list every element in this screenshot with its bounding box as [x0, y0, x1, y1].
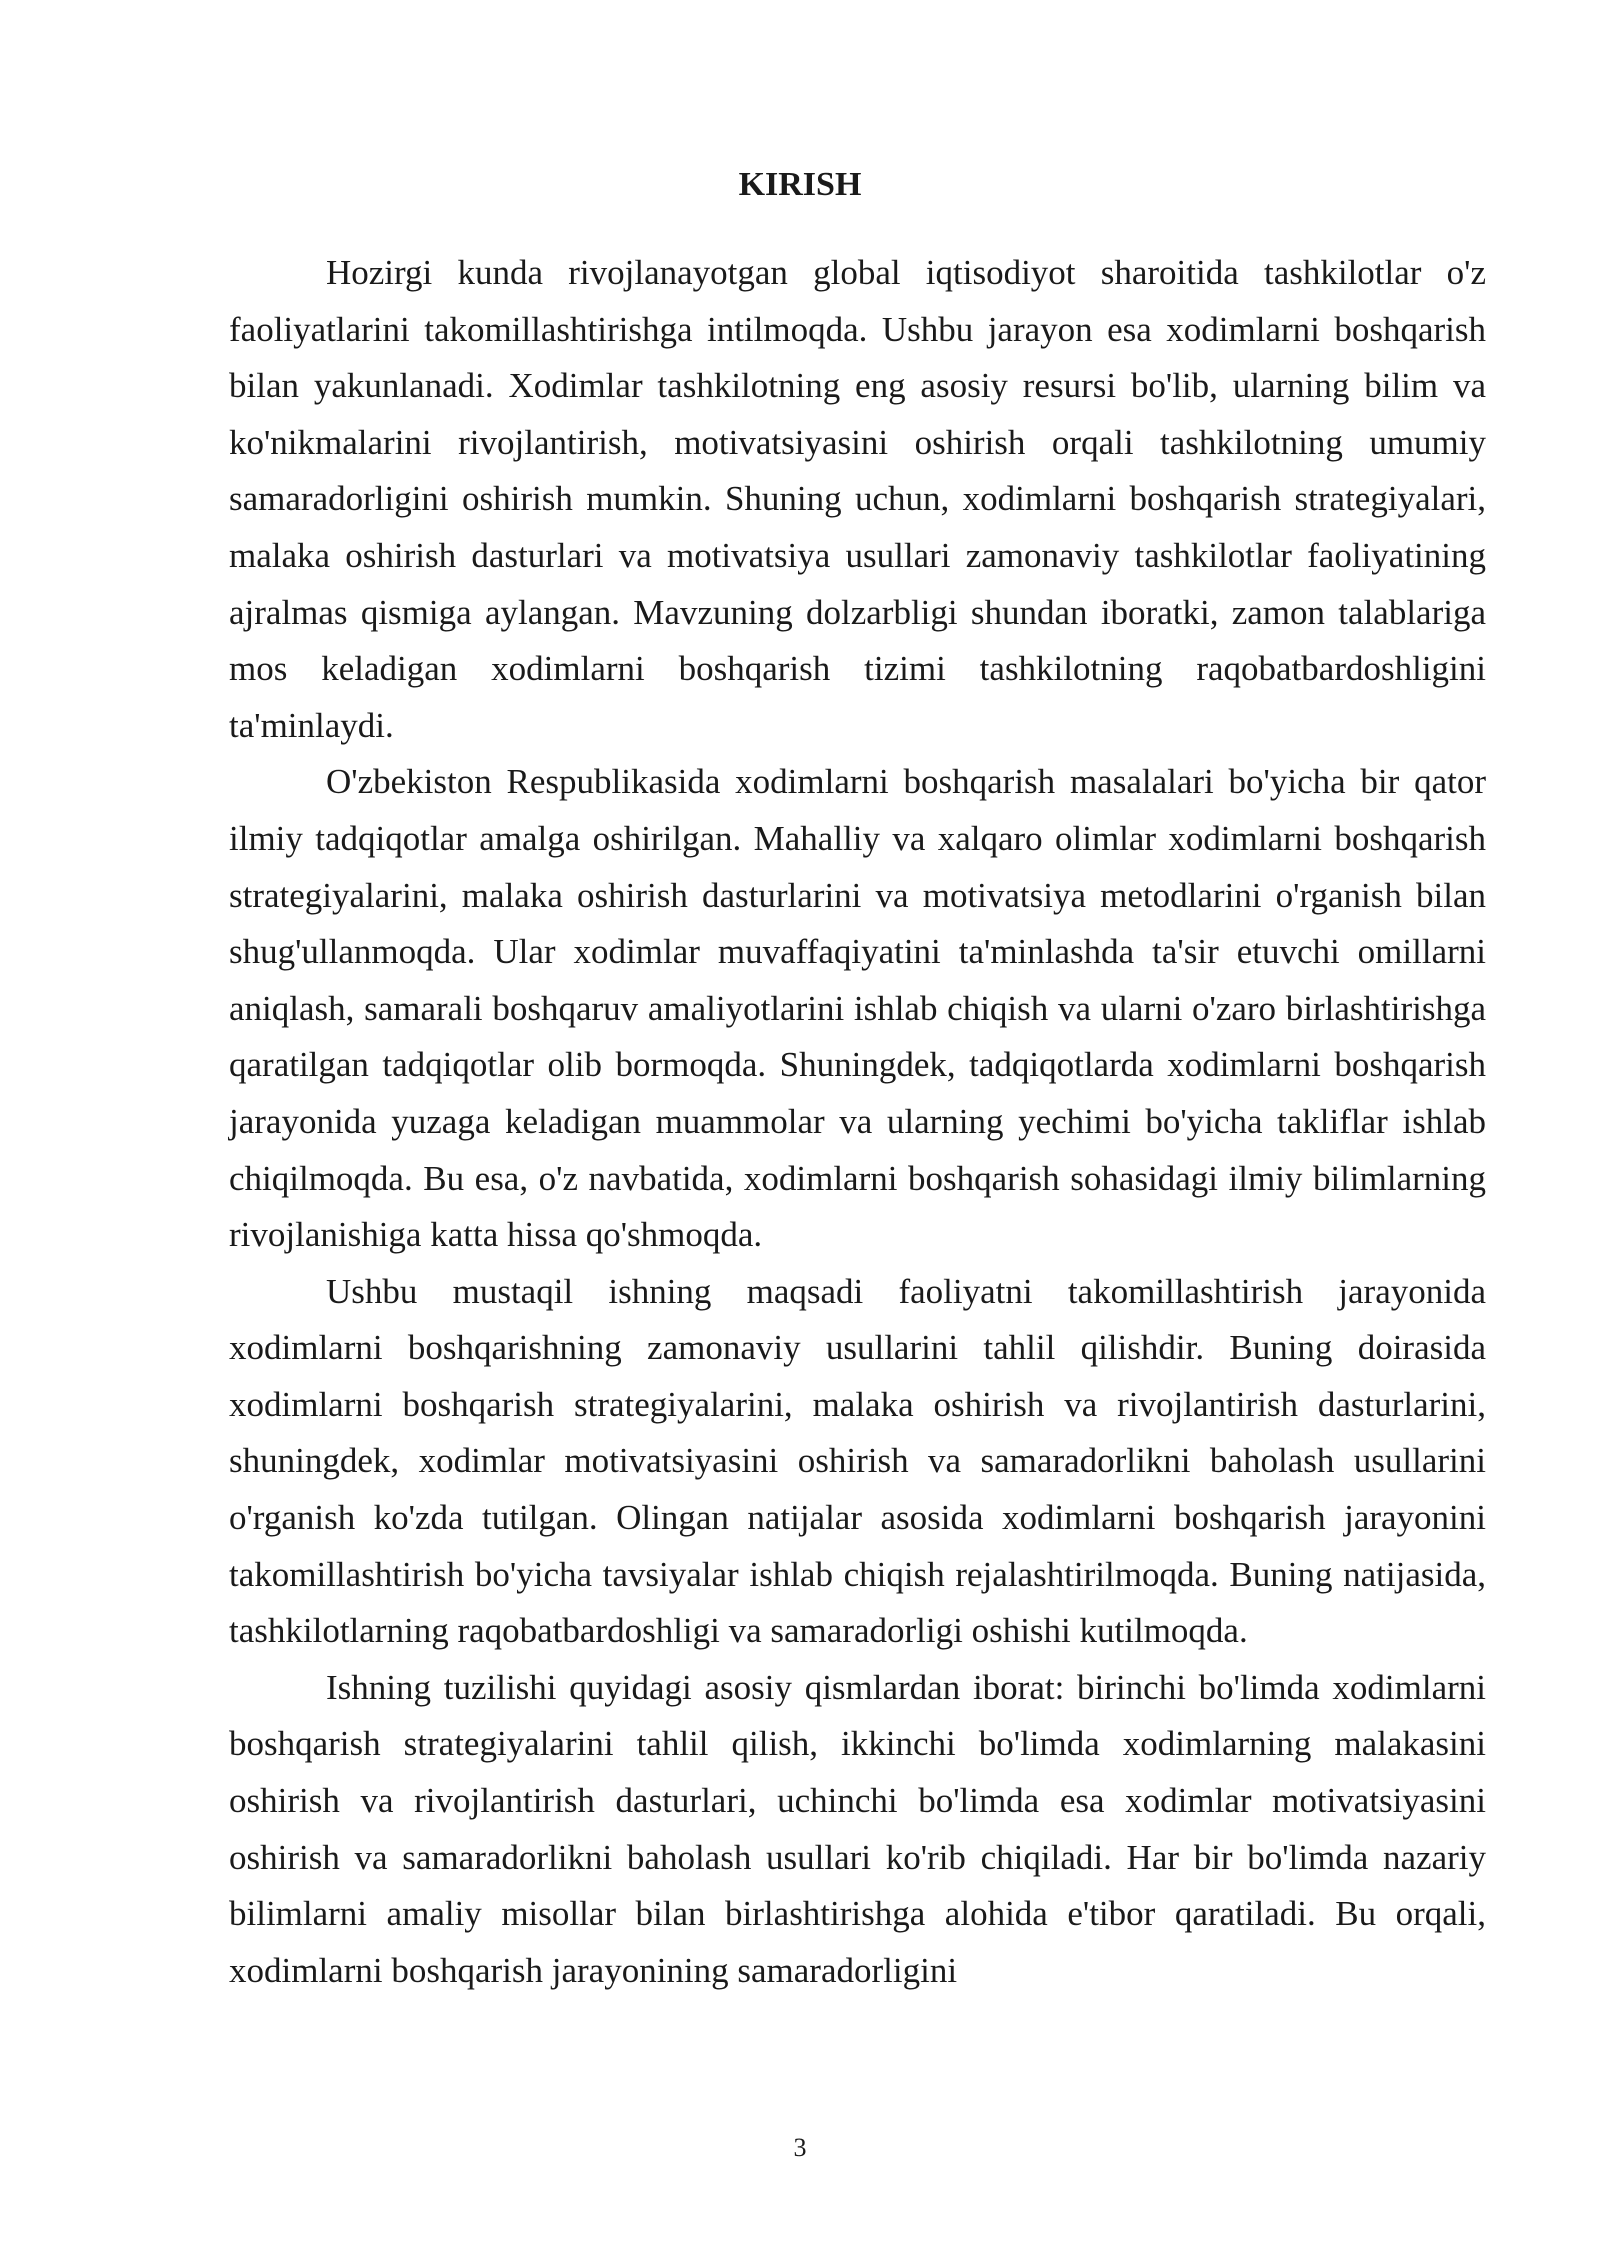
page-number: 3: [793, 2133, 807, 2162]
paragraph-1: Hozirgi kunda rivojlanayotgan global iqtisodiyot sharoitida tashkilotlar o'z faoliyatlarini takomillashtirishga intilmoqda. Ushbu jarayon esa xodimlarni boshqarish bilan yakunlanadi. Xodimlar tashkilotning eng asosiy resursi bo'lib, ularning bilim va ko'nikmalarini rivojlantirish, motivatsiyasini oshirish orqali tashkilotning umumiy samaradorligini oshirish mumkin. Shuning uchun, xodimlarni boshqarish strategiyalari, malaka oshirish dasturlari va motivatsiya usullari zamonaviy tashkilotlar faoliyatining ajralmas qismiga aylangan. Mavzuning dolzarbligi shundan iboratki, zamon talablariga mos keladigan xodimlarni boshqarish tizimi tashkilotning raqobatbardoshligini ta'minlaydi.: [229, 253, 1486, 745]
paragraph-3: Ushbu mustaqil ishning maqsadi faoliyatni takomillashtirish jarayonida xodimlarni boshqarishning zamonaviy usullarini tahlil qilishdir. Buning doirasida xodimlarni boshqarish strategiyalarini, malaka oshirish va rivojlantirish dasturlarini, shuningdek, xodimlar motivatsiyasini oshirish va samaradorlikni baholash usullarini o'rganish ko'zda tutilgan. Olingan natijalar asosida xodimlarni boshqarish jarayonini takomillashtirish bo'yicha tavsiyalar ishlab chiqish rejalashtirilmoqda. Buning natijasida, tashkilotlarning raqobatbardoshligi va samaradorligi oshishi kutilmoqda.: [229, 1271, 1486, 1651]
paragraph-4: Ishning tuzilishi quyidagi asosiy qismlardan iborat: birinchi bo'limda xodimlarni boshqarish strategiyalarini tahlil qilish, ikkinchi bo'limda xodimlarning malakasini oshirish va rivojlantirish dasturlari, uchinchi bo'limda esa xodimlar motivatsiyasini oshirish va samaradorlikni baholash usullari ko'rib chiqiladi. Har bir bo'limda nazariy bilimlarni amaliy misollar bilan birlashtirishga alohida e'tibor qaratiladi. Bu orqali, xodimlarni boshqarish jarayonining samaradorligini: [229, 1667, 1486, 1990]
paragraph-2: O'zbekiston Respublikasida xodimlarni boshqarish masalalari bo'yicha bir qator ilmiy tadqiqotlar amalga oshirilgan. Mahalliy va xalqaro olimlar xodimlarni boshqarish strategiyalarini, malaka oshirish dasturlarini va motivatsiya metodlarini o'rganish bilan shug'ullanmoqda. Ular xodimlar muvaffaqiyatini ta'minlashda ta'sir etuvchi omillarni aniqlash, samarali boshqaruv amaliyotlarini ishlab chiqish va ularni o'zaro birlashtirishga qaratilgan tadqiqotlar olib bormoqda. Shuningdek, tadqiqotlarda xodimlarni boshqarish jarayonida yuzaga keladigan muammolar va ularning yechimi bo'yicha takliflar ishlab chiqilmoqda. Bu esa, o'z navbatida, xodimlarni boshqarish sohasidagi ilmiy bilimlarning rivojlanishiga katta hissa qo'shmoqda.: [229, 762, 1486, 1255]
body-text: [229, 245, 1486, 1999]
section-heading: KIRISH: [738, 166, 862, 203]
